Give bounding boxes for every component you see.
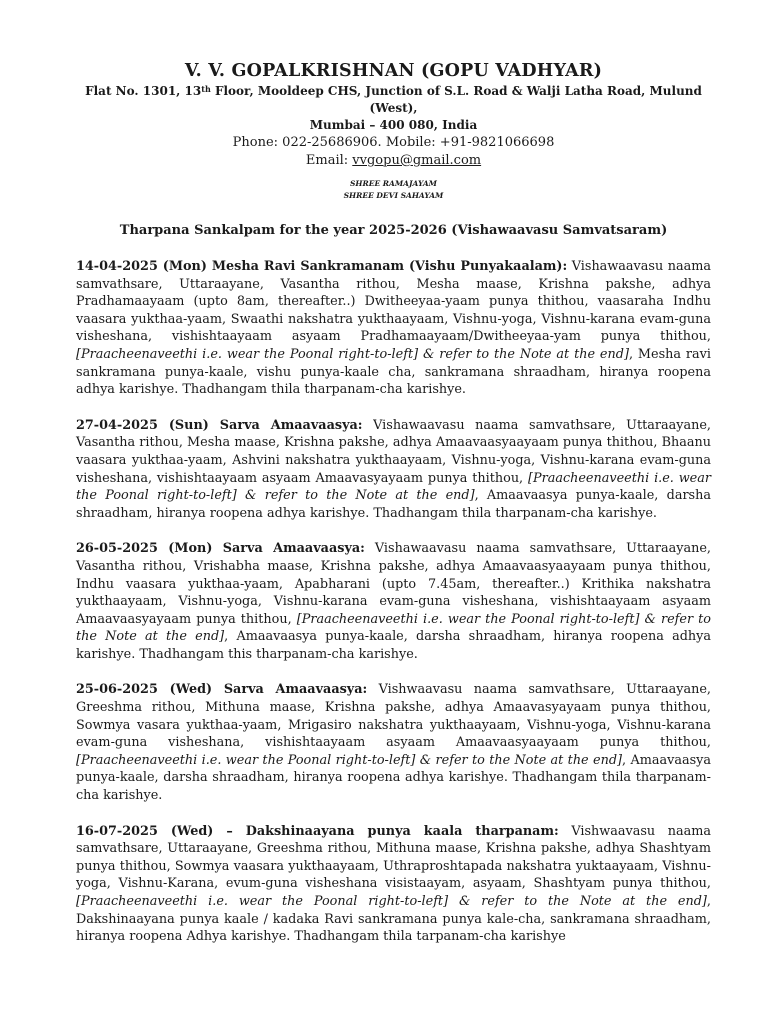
entry-heading: 27-04-2025 (Sun) Sarva Amaavaasya:: [76, 417, 363, 433]
blessing-line-2: SHREE DEVI SAHAYAM: [343, 191, 444, 200]
address-part-a: Flat No. 1301, 13: [85, 84, 202, 98]
entry-text-continued: , Amaavaasya punya-kaale, darsha shraadham, hiranya roopena adhya karishye. Thadhangam thila tharpanam-cha karishye.: [76, 488, 711, 521]
entry-text: Vishwaavasu naama samvathsare, Uttaraayane, Greeshma rithou, Mithuna maase, Krishna pakshe, adhya Amaavasyayaam punya thithou, Sowmya vasara yukthaa-yaam, Mrigasiro nakshatra yukthaayaam, Vishnu-yoga, Vishnu-karana evam-guna visheshana, vishishtaayaam asyaam Amaavaasyaayaam punya thithou,: [76, 682, 711, 751]
entry-text: Vishawaavasu naama samvathsare, Uttaraayane, Vasantha rithou, Mesha maase, Krishna pakshe, adhya Amaavaasyaayaam punya thithou, Bhaanu vaasara yukthaa-yaam, Ashvini nakshatra yukthaayaam, Vishnu-yoga, Vishnu-karana evam-guna visheshana, vishishtaayaam asyaam Amaavasyayaam punya thithou,: [76, 417, 711, 486]
entry-list: [76, 258, 711, 946]
author-name: V. V. GOPALKRISHNAN (GOPU VADHYAR): [184, 61, 603, 81]
entry-heading: 25-06-2025 (Wed) Sarva Amaavaasya:: [76, 682, 368, 698]
entry-note: [Praacheenaveethi i.e. wear the Poonal right-to-left] & refer to the Note at the end]: [76, 346, 629, 362]
entry-heading: 14-04-2025 (Mon) Mesha Ravi Sankramanam (Vishu Punyakaalam):: [76, 259, 568, 274]
entry-text-continued: , Mesha ravi sankramana punya-kaale, vishu punya-kaale cha, sankramana shraadham, hiranya roopena adhya karishye. Thadhangam thila tharpanam-cha karishye.: [76, 346, 711, 398]
entry-text-continued: , Amaavaasya punya-kaale, darsha shraadham, hiranya roopena adhya karishye. Thadhangam thila tharpanam-cha karishye.: [76, 752, 711, 804]
entry-note: [Praacheenaveethi i.e. wear the Poonal right-to-left] & refer to the Note at the end]: [76, 752, 623, 768]
entry-paragraph: [76, 417, 711, 523]
entry-text-continued: , Dakshinaayana punya kaale / kadaka Ravi sankramana punya kale-cha, sankramana shraadham, hiranya roopena Adhya karishye. Thadhangam thila tarpanam-cha karishye: [76, 894, 711, 945]
email-link[interactable]: vvgopu@gmail.com: [352, 153, 482, 168]
address-superscript: th: [201, 84, 211, 94]
blessing-line-1: SHREE RAMAJAYAM: [350, 179, 437, 188]
entry-paragraph: [76, 823, 711, 946]
email-label: Email:: [305, 153, 353, 168]
entry-paragraph: [76, 681, 711, 804]
entry-paragraph: [76, 258, 711, 399]
entry-text-continued: , Amaavaasya punya-kaale, darsha shraadham, hiranya roopena adhya karishye. Thadhangam this tharpanam-cha karishye.: [76, 629, 711, 662]
entry-note: [Praacheenaveethi i.e. wear the Poonal right-to-left] & refer to the Note at the end]: [76, 894, 707, 909]
entry-heading: 16-07-2025 (Wed) – Dakshinaayana punya kaala tharpanam:: [76, 823, 559, 839]
email-line: [76, 152, 711, 170]
address-line-2: Mumbai – 400 080, India: [309, 118, 478, 132]
letterhead: [76, 60, 711, 202]
address-part-b: Floor, Mooldeep CHS, Junction of S.L. Road & Walji Latha Road, Mulund (West),: [210, 84, 702, 115]
entry-paragraph: [76, 540, 711, 663]
entry-text: Vishawaavasu naama samvathsare, Uttaraayane, Vasantha rithou, Vrishabha maase, Krishna pakshe, adhya Amaavaasyaayaam punya thithou, Indhu vaasara yukthaa-yaam, Apabharani (upto 7.45am, thereafter..) Krithika nakshatra yukthaayaam, Vishnu-yoga, Vishnu-karana evam-guna visheshana, vishishtaayaam asyaam Amaavaasyayaam punya thithou,: [76, 541, 711, 627]
document-title: Tharpana Sankalpam for the year 2025-2026 (Vishawaavasu Samvatsaram): [119, 223, 668, 238]
blessing-block: [76, 178, 711, 202]
entry-text: Vishwaavasu naama samvathsare, Uttaraayane, Greeshma rithou, Mithuna maase, Krishna pakshe, adhya Shashtyam punya thithou, Sowmya vaasara yukthaayaam, Uthraproshtapada nakshatra yuktaayaam, Vishnu-yoga, Vishnu-Karana, evum-guna visheshana visistaayam, asyaam, Shashtyam punya thithou,: [76, 823, 711, 892]
entry-note: [Praacheenaveethi i.e. wear the Poonal right-to-left] & refer to the Note at the end]: [76, 611, 711, 645]
entry-note: [Praacheenaveethi i.e. wear the Poonal right-to-left] & refer to the Note at the end]: [76, 470, 711, 504]
entry-text: Vishawaavasu naama samvathsare, Uttaraayane, Vasantha rithou, Mesha maase, Krishna pakshe, adhya Pradhamaayaam (upto 8am, thereafter..) Dwitheeyaa-yaam punya thithou, vaasaraha Indhu vaasara yukthaa-yaam, Swaathi nakshatra yukthaayaam, Vishnu-yoga, Vishnu-karana evam-guna visheshana, vishishtaayaam asyaam Pradhamaayaam/Dwitheeyaa-yam punya thithou,: [76, 259, 712, 345]
phone-line: Phone: 022-25686906. Mobile: +91-9821066698: [232, 135, 555, 150]
entry-heading: 26-05-2025 (Mon) Sarva Amaavaasya:: [76, 541, 365, 557]
address-line-1: [76, 83, 711, 117]
